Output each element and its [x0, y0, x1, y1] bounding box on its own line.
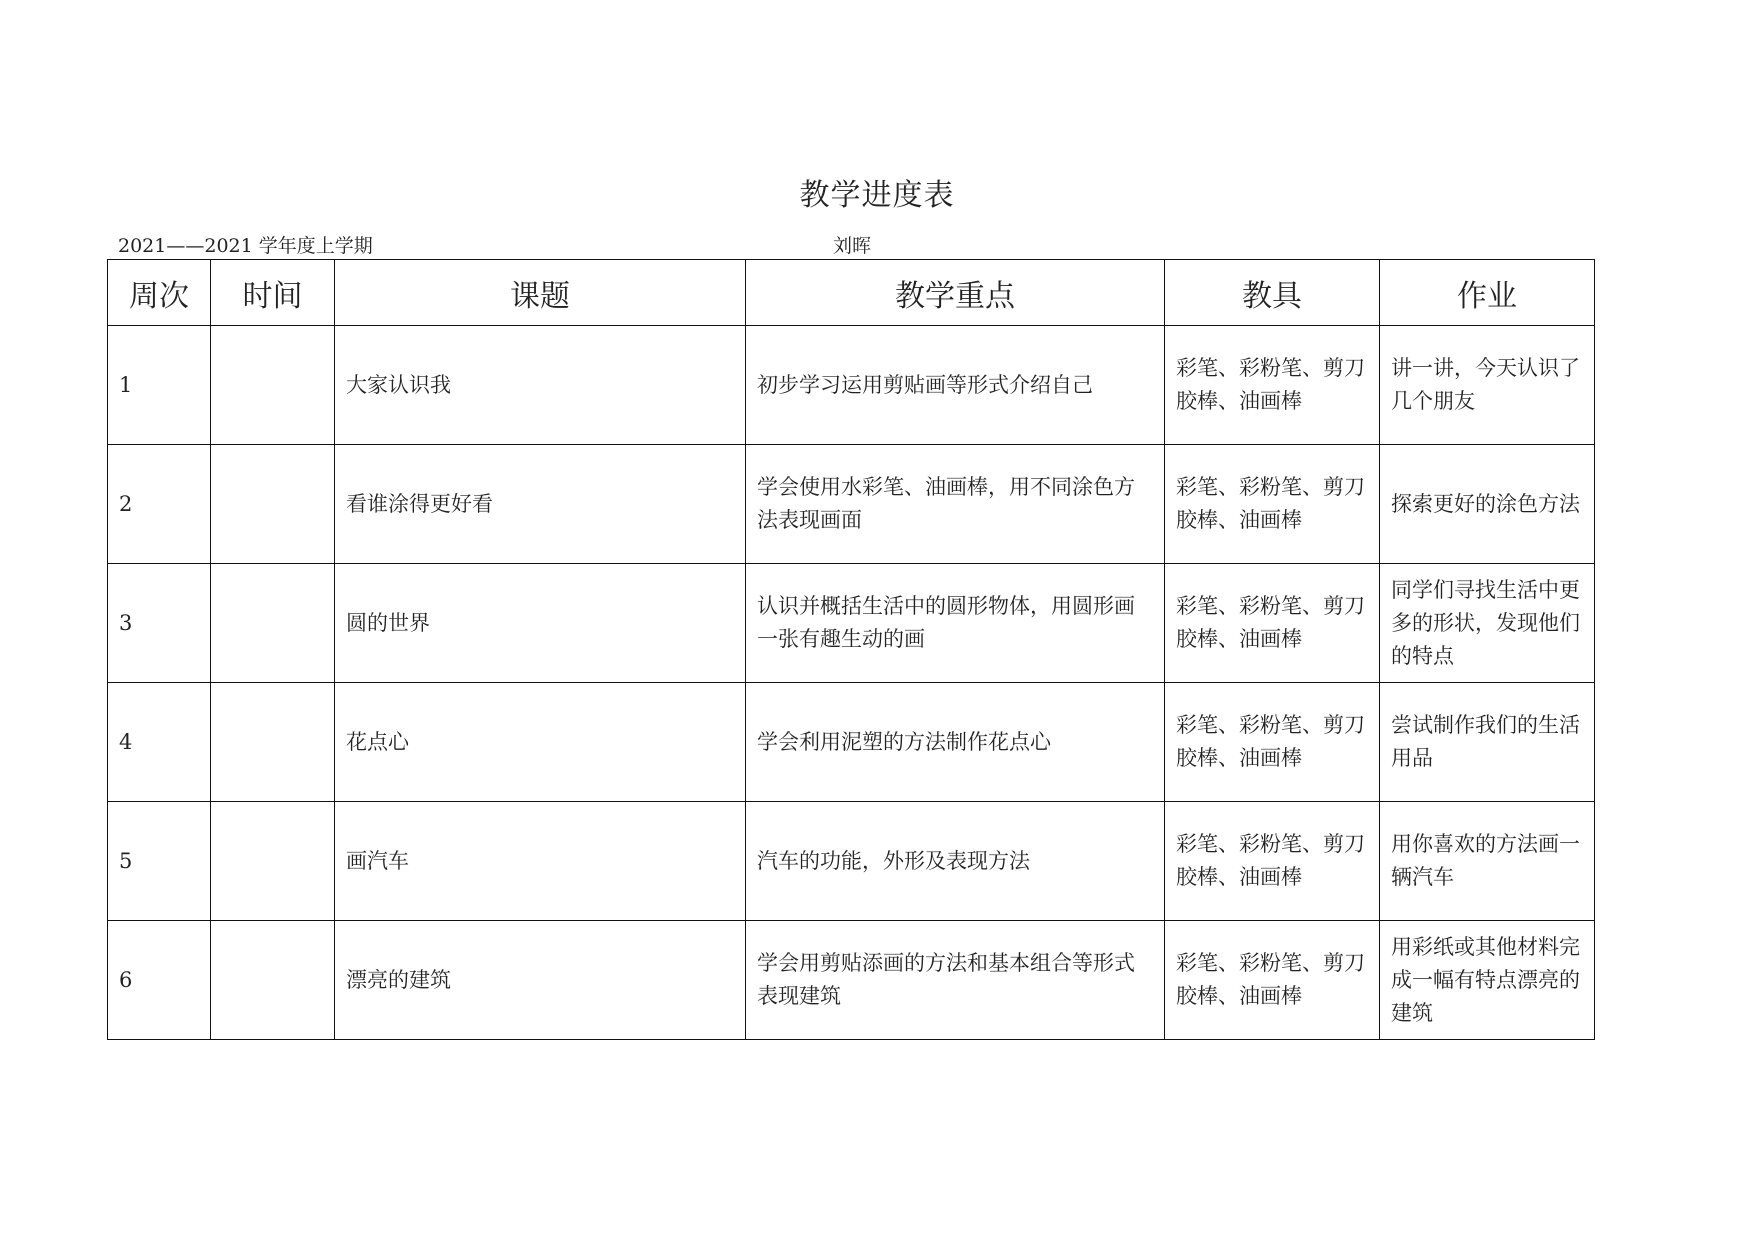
- header-row: [108, 260, 1595, 326]
- cell-time: [211, 921, 335, 1040]
- cell-time: [211, 802, 335, 921]
- cell-tools: 彩笔、彩粉笔、剪刀胶棒、油画棒: [1165, 445, 1380, 564]
- header-focus: 教学重点: [746, 260, 1165, 326]
- cell-homework: 探索更好的涂色方法: [1380, 445, 1595, 564]
- cell-time: [211, 564, 335, 683]
- cell-homework: 用你喜欢的方法画一辆汽车: [1380, 802, 1595, 921]
- cell-topic: 花点心: [335, 683, 746, 802]
- table-row: [108, 326, 1595, 445]
- term-label: 2021——2021 学年度上学期: [118, 235, 373, 257]
- cell-week: 6: [108, 921, 211, 1040]
- table-row: [108, 921, 1595, 1040]
- cell-topic: 漂亮的建筑: [335, 921, 746, 1040]
- cell-focus: 学会利用泥塑的方法制作花点心: [746, 683, 1165, 802]
- cell-tools: 彩笔、彩粉笔、剪刀胶棒、油画棒: [1165, 326, 1380, 445]
- cell-focus: 学会使用水彩笔、油画棒，用不同涂色方法表现画面: [746, 445, 1165, 564]
- cell-focus: 汽车的功能，外形及表现方法: [746, 802, 1165, 921]
- cell-homework: 讲一讲，今天认识了几个朋友: [1380, 326, 1595, 445]
- cell-tools: 彩笔、彩粉笔、剪刀胶棒、油画棒: [1165, 921, 1380, 1040]
- cell-time: [211, 683, 335, 802]
- table-row: [108, 683, 1595, 802]
- cell-focus: 学会用剪贴添画的方法和基本组合等形式表现建筑: [746, 921, 1165, 1040]
- cell-homework: 尝试制作我们的生活用品: [1380, 683, 1595, 802]
- cell-topic: 看谁涂得更好看: [335, 445, 746, 564]
- cell-topic: 圆的世界: [335, 564, 746, 683]
- cell-time: [211, 326, 335, 445]
- table-row: [108, 564, 1595, 683]
- cell-week: 1: [108, 326, 211, 445]
- cell-week: 2: [108, 445, 211, 564]
- table-row: [108, 802, 1595, 921]
- header-week: 周次: [108, 260, 211, 326]
- document-title: 教学进度表: [799, 178, 955, 213]
- header-topic: 课题: [335, 260, 746, 326]
- header-tools: 教具: [1165, 260, 1380, 326]
- cell-week: 4: [108, 683, 211, 802]
- cell-week: 3: [108, 564, 211, 683]
- cell-tools: 彩笔、彩粉笔、剪刀胶棒、油画棒: [1165, 802, 1380, 921]
- header-time: 时间: [211, 260, 335, 326]
- schedule-table: [107, 259, 1595, 1040]
- teacher-name: 刘晖: [833, 235, 872, 257]
- cell-time: [211, 445, 335, 564]
- header-homework: 作业: [1380, 260, 1595, 326]
- cell-focus: 认识并概括生活中的圆形物体，用圆形画一张有趣生动的画: [746, 564, 1165, 683]
- cell-tools: 彩笔、彩粉笔、剪刀胶棒、油画棒: [1165, 683, 1380, 802]
- cell-focus: 初步学习运用剪贴画等形式介绍自己: [746, 326, 1165, 445]
- table-row: [108, 445, 1595, 564]
- cell-topic: 大家认识我: [335, 326, 746, 445]
- cell-homework: 用彩纸或其他材料完成一幅有特点漂亮的建筑: [1380, 921, 1595, 1040]
- cell-week: 5: [108, 802, 211, 921]
- cell-tools: 彩笔、彩粉笔、剪刀胶棒、油画棒: [1165, 564, 1380, 683]
- cell-topic: 画汽车: [335, 802, 746, 921]
- cell-homework: 同学们寻找生活中更多的形状，发现他们的特点: [1380, 564, 1595, 683]
